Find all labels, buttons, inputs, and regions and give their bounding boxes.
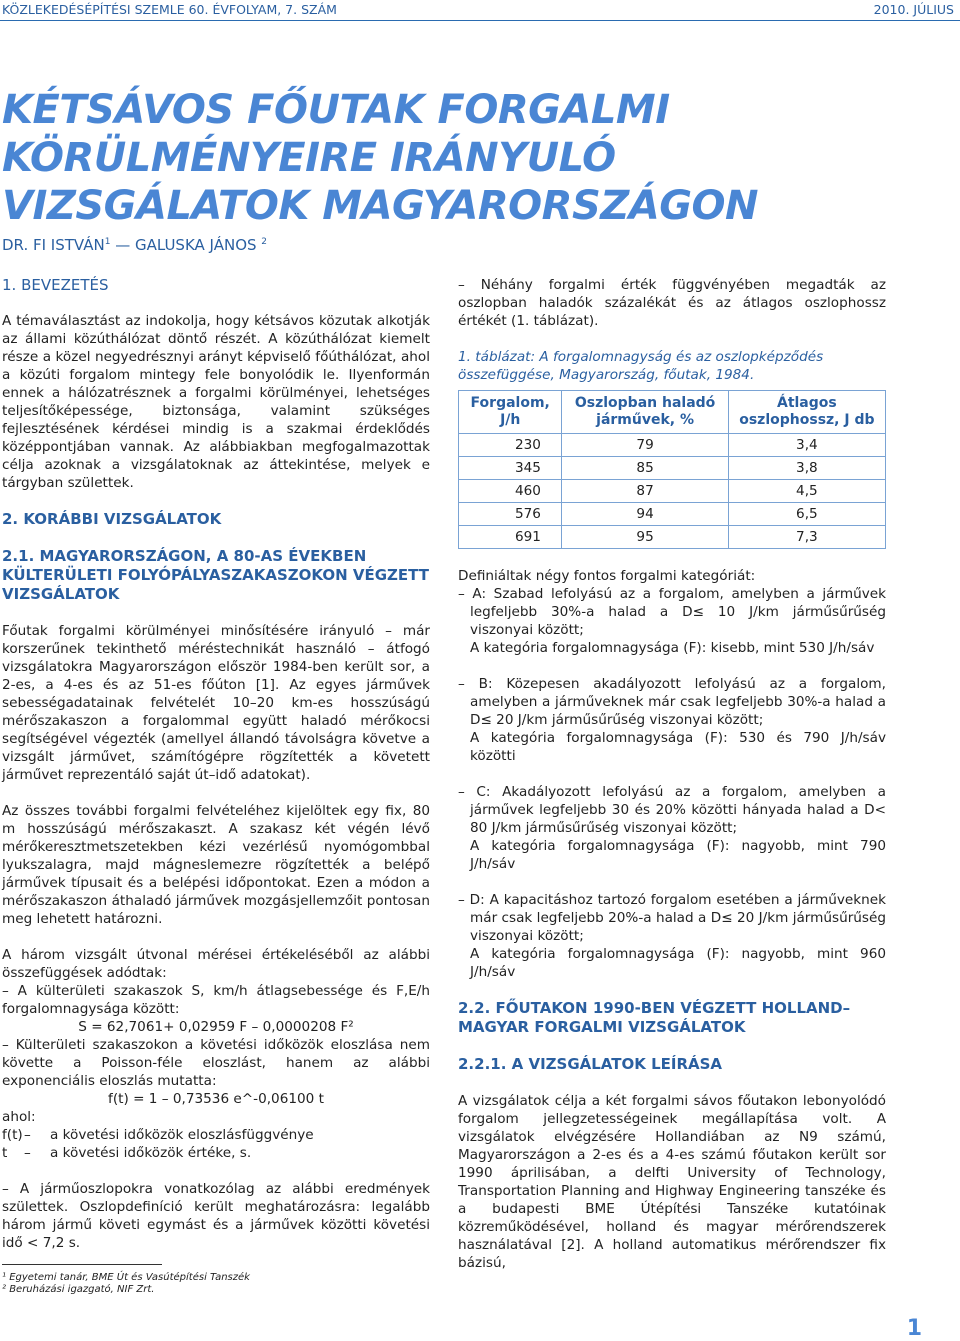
- column-header-platoon-length: Átlagos oszlophossz, J db: [728, 391, 885, 434]
- bullet-columns: – A járműoszlopokra vonatkozólag az alábbi eredmények születtek. Oszlopdefiníció került meghatározásra: legalább három jármű követi egymást és a járművek közötti követési idő < 7,2 s.: [2, 1181, 430, 1251]
- table-cell: 6,5: [728, 503, 885, 526]
- table-cell: 4,5: [728, 480, 885, 503]
- column-header-platoon-percent: Oszlopban haladó járművek, %: [562, 391, 728, 434]
- table-row: [459, 480, 886, 503]
- title-line-1: KÉTSÁVOS FŐUTAK FORGALMI: [2, 87, 670, 133]
- authors: [2, 236, 267, 254]
- footnote-divider: [2, 1264, 162, 1265]
- category-c-flow: A kategória forgalomnagysága (F): nagyobb, mint 790 J/h/sáv: [470, 838, 886, 872]
- category-b: – B: Közepesen akadályozott lefolyású az a forgalom, amelyben a járműveknek már csak legfeljebb 30%-a halad a D≤ 20 J/km járműsűrűség viszonyai között;: [458, 676, 886, 728]
- paragraph-categories: Definiáltak négy fontos forgalmi kategóriát:: [458, 568, 756, 584]
- journal-name: KÖZLEKEDÉSÉPÍTÉSI SZEMLE 60. ÉVFOLYAM, 7. SZÁM: [2, 2, 337, 17]
- definition-t-text: a követési időközök értéke, s.: [50, 1145, 252, 1161]
- author-1: DR. FI ISTVÁN: [2, 236, 105, 254]
- definition-ft-dash: –: [24, 1127, 31, 1143]
- definition-t-dash: –: [24, 1145, 31, 1161]
- table-header-row: [459, 391, 886, 434]
- table-cell: 691: [459, 526, 562, 549]
- table-cell: 94: [562, 503, 728, 526]
- footnotes: [2, 1272, 250, 1296]
- formula-speed: S = 62,7061+ 0,02959 F – 0,0000208 F²: [78, 1019, 354, 1035]
- definition-t: [2, 1144, 430, 1162]
- paragraph-1: Főutak forgalmi körülményei minősítésére irányuló – már korszerűnek tekinthető méréstechnikát használó – átfogó vizsgálatokra Magyarországon először 1984-ben került sor, a 2-es, a 4-es és az 51-es főúton [1]. Az egyes járművek sebességadatainak felvételét 10–20 km-es hosszúságú mérőszakaszon a forgalommal együtt haladó mérőkocsi segítségével végezték (amellyel állandó távolságra követve a vizsgált járművet, számítógépre rögzítették a követett járművet reprezentáló saját út–idő adatokat).: [2, 623, 430, 783]
- bullet-distribution: – Külterületi szakaszokon a követési időközök eloszlása nem követte a Poisson-féle eloszlást, hanem az alábbi exponenciális eloszlás mutatta:: [2, 1037, 430, 1089]
- paragraph-intro: A témaválasztást az indokolja, hogy kétsávos közutak alkotják az állami közúthálózat döntő részét. A közúthálózat kiemelt része a közel negyedrésznyi arányt képviselő főúthálózat, ahol a közúti forgalom mintegy fele bonyolódik le. Ilyenformán ennek a hálózatrésznek a forgalmi körülményei, lehetséges teljesítőképessége, biztonsága, valamint szükséges fejlesztésének kérdései mindig is a szakmai érdeklődés középpontjában vannak. Az alábbiakban megfogalmazottak célja azoknak a vizsgálatoknak az áttekintése, melyek e tárgyban születtek.: [2, 313, 430, 491]
- heading-2-2-1: 2.2.1. A VIZSGÁLATOK LEÍRÁSA: [458, 1055, 723, 1073]
- table-cell: 87: [562, 480, 728, 503]
- table-row: [459, 503, 886, 526]
- author-separator: — GALUSKA JÁNOS: [110, 236, 262, 254]
- table-cell: 3,4: [728, 434, 885, 457]
- heading-2-2: 2.2. FŐUTAKON 1990-BEN VÉGZETT HOLLAND–MAGYAR FORGALMI VIZSGÁLATOK: [458, 999, 851, 1036]
- heading-previous: 2. KORÁBBI VIZSGÁLATOK: [2, 510, 222, 528]
- table-cell: 79: [562, 434, 728, 457]
- definition-t-symbol: t: [2, 1145, 8, 1161]
- running-header: [0, 0, 960, 21]
- table-cell: 7,3: [728, 526, 885, 549]
- heading-2-1: 2.1. MAGYARORSZÁGON, A 80-AS ÉVEKBEN KÜLTERÜLETI FOLYÓPÁLYASZAKASZOKON VÉGZETT VIZSGÁLATOK: [2, 547, 429, 603]
- paragraph-3: A három vizsgált útvonal mérései értékeléséből az alábbi összefüggések adódtak:: [2, 947, 430, 981]
- table-cell: 230: [459, 434, 562, 457]
- formula-distribution: f(t) = 1 – 0,73536 e^-0,06100 t: [108, 1091, 324, 1107]
- category-c: – C: Akadályozott lefolyású az a forgalom, amelyben a járművek legfeljebb 30 és 20% közötti hányada halad a D< 80 J/km járműsűrűség viszonyai között;: [458, 784, 886, 836]
- table-row: [459, 457, 886, 480]
- table-row: [459, 434, 886, 457]
- table-caption: 1. táblázat: A forgalomnagyság és az oszlopképződés összefüggése, Magyarország, főutak, 1984.: [458, 349, 824, 383]
- paragraph-study-description: A vizsgálatok célja a két forgalmi sávos főutakon lebonyolódó forgalom jellegzetességeinek megállapítása volt. A vizsgálatok elvégzésére Hollandiában az N9 számú, Magyarországon a 2-es és a 4-es számú főutakon került sor 1990 áprilisában, a delfti University of Technology, Transportation Planning and Highway Engineering tanszéke és a budapesti BME Útépítési Tanszéke kutatóinak közreműködésével, holland és magyar mérőrendszerek használatával [2]. A holland automatikus mérőrendszer fix bázisú,: [458, 1093, 886, 1271]
- definition-ft-text: a követési időközök eloszlásfüggvénye: [50, 1127, 314, 1143]
- table-row: [459, 526, 886, 549]
- column-header-traffic: Forgalom, J/h: [459, 391, 562, 434]
- table-cell: 576: [459, 503, 562, 526]
- paragraph-table-intro: – Néhány forgalmi érték függvényében megadták az oszlopban haladók százalékát és az átlagos oszlophossz értékét (1. táblázat).: [458, 277, 886, 329]
- category-b-flow: A kategória forgalomnagysága (F): 530 és 790 J/h/sáv közötti: [470, 730, 886, 764]
- heading-intro: 1. BEVEZETÉS: [2, 276, 109, 294]
- article-title: [2, 86, 942, 230]
- where-label: ahol:: [2, 1109, 36, 1125]
- title-line-2: KÖRÜLMÉNYEIRE IRÁNYULÓ: [2, 135, 616, 181]
- category-d-flow: A kategória forgalomnagysága (F): nagyobb, mint 960 J/h/sáv: [470, 946, 886, 980]
- right-column: [458, 276, 886, 1272]
- left-column: [2, 276, 430, 1252]
- table-cell: 95: [562, 526, 728, 549]
- author-2-note: 2: [261, 237, 268, 247]
- title-line-3: VIZSGÁLATOK MAGYARORSZÁGON: [2, 183, 759, 229]
- category-a-flow: A kategória forgalomnagysága (F): kisebb, mint 530 J/h/sáv: [470, 640, 875, 656]
- bullet-speed: – A külterületi szakaszok S, km/h átlagsebessége és F,E/h forgalomnagysága között:: [2, 983, 430, 1017]
- definition-ft: [2, 1126, 430, 1144]
- footnote-1: ¹ Egyetemi tanár, BME Út és Vasútépítési Tanszék: [2, 1272, 250, 1283]
- table-cell: 460: [459, 480, 562, 503]
- author-1-note: 1: [104, 237, 111, 247]
- category-a: – A: Szabad lefolyású az a forgalom, amelyben a járművek legfeljebb 30%-a halad a D≤ 10 J/km járműsűrűség viszonyai között;: [458, 586, 886, 638]
- definition-ft-symbol: f(t): [2, 1127, 23, 1143]
- issue-date: 2010. JÚLIUS: [873, 2, 954, 17]
- table-cell: 3,8: [728, 457, 885, 480]
- page-number: 1: [906, 1316, 922, 1341]
- category-d: – D: A kapacitáshoz tartozó forgalom esetében a járműveknek már csak legfeljebb 20%-a halad a D≤ 20 J/km járműsűrűség viszonyai között;: [458, 892, 886, 944]
- table-cell: 345: [459, 457, 562, 480]
- table-cell: 85: [562, 457, 728, 480]
- paragraph-2: Az összes további forgalmi felvételéhez kijelöltek egy fix, 80 m hosszúságú mérőszakaszt. A szakasz két végén lévő mérőkeresztmetszetekben kézi vezérlésű nyomógombbal lyukszalagra, majd mágneslemezre rögzítették a belépő járművek típusait és a belépési időpontokat. Ezen a módon a mérőszakaszon áthaladó járművek mozgásjellemzőit pontosan meg lehetett határozni.: [2, 803, 430, 927]
- data-table: [458, 390, 886, 549]
- footnote-2: ² Beruházási igazgató, NIF Zrt.: [2, 1284, 155, 1295]
